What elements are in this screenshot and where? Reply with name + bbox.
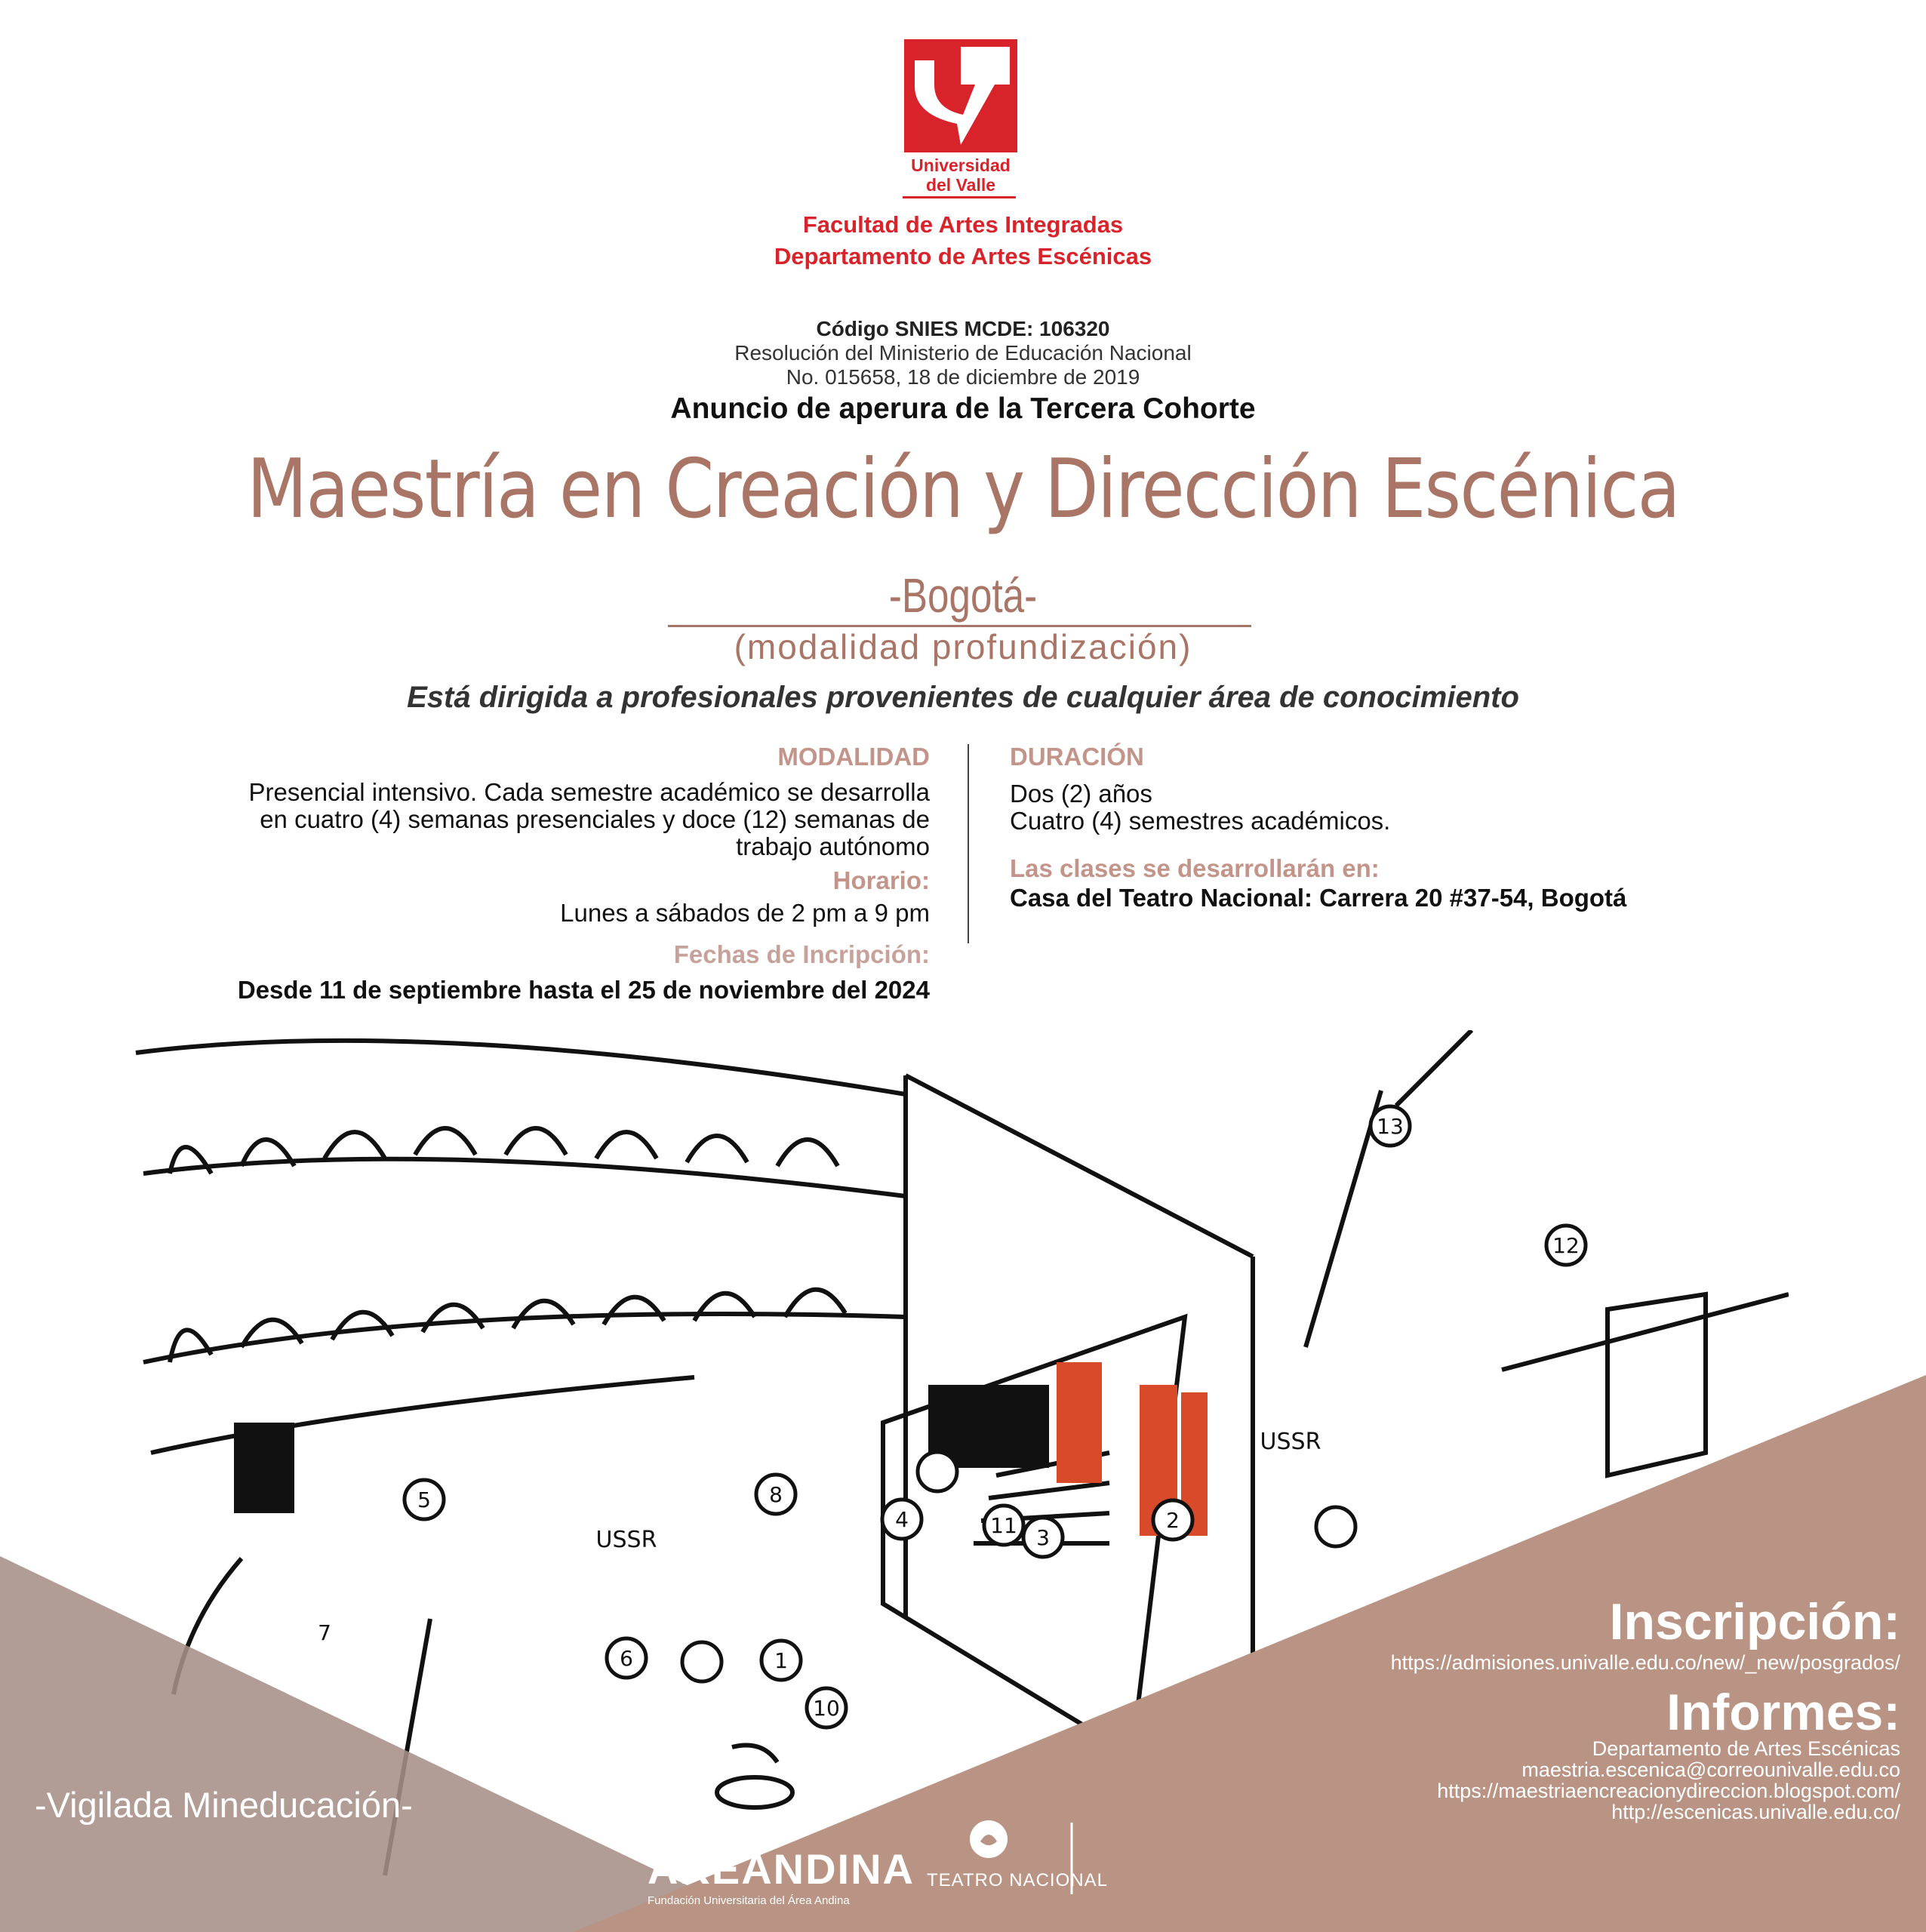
horario-value: Lunes a sábados de 2 pm a 9 pm [560,899,930,927]
faculty-line: Facultad de Artes Integradas [802,211,1124,238]
sketch-label-3: 3 [1036,1525,1050,1550]
areandina-subtitle: Fundación Universitaria del Área Andina [648,1894,850,1907]
sketch-label-12: 12 [1552,1233,1580,1258]
logo-line-2: del Valle [925,175,996,195]
sketch-label-5: 5 [417,1487,431,1512]
horario-label: Horario: [832,866,930,894]
areandina-logo: AREANDINA [648,1845,915,1893]
modalidad-line-3: trabajo autónomo [736,832,930,860]
sketch-label-1: 1 [774,1648,788,1673]
cohort-announcement: Anuncio de aperura de la Tercera Cohorte [670,392,1256,425]
lugar-label: Las clases se desarrollarán en: [1010,854,1380,882]
resolution-number: No. 015658, 18 de diciembre de 2019 [786,365,1140,389]
sketch-label-ussr-right: USSR [1260,1429,1321,1455]
sketch-label-8: 8 [769,1482,783,1507]
snies-code: Código SNIES MCDE: 106320 [816,317,1110,340]
inscripcion-url[interactable]: https://admisiones.univalle.edu.co/new/_new/posgrados/ [1390,1651,1900,1674]
sketch-label-10: 10 [813,1696,840,1721]
program-title: Maestría en Creación y Dirección Escénica [247,442,1679,537]
teatro-nacional-emblem-icon [968,1819,1009,1860]
vigilada-notice: -Vigilada Mineducación- [35,1785,413,1825]
logo-line-1: Universidad [911,155,1011,175]
audience-tagline: Está dirigida a profesionales provenientes de cualquier área de conocimiento [407,681,1519,714]
modalidad-label: MODALIDAD [777,743,930,771]
inscripcion-heading: Inscripción: [1609,1593,1900,1651]
program-modality: (modalidad profundización) [734,627,1192,666]
sketch-label-4: 4 [895,1507,909,1532]
sketch-label-13: 13 [1377,1114,1404,1139]
informes-web-url[interactable]: http://escenicas.univalle.edu.co/ [1611,1801,1900,1823]
teatro-nacional-logo: TEATRO NACIONAL [927,1870,1108,1890]
informes-department: Departamento de Artes Escénicas [1592,1737,1900,1760]
sketch-label-7: 7 [318,1620,331,1645]
duracion-label: DURACIÓN [1010,743,1144,771]
informes-heading: Informes: [1666,1684,1900,1741]
fechas-label: Fechas de Incripción: [673,940,930,968]
program-city: -Bogotá- [888,568,1038,623]
informes-blog-url[interactable]: https://maestriaencreacionydireccion.blogspot.com/ [1437,1780,1900,1802]
sketch-label-11: 11 [990,1513,1017,1538]
department-line: Departamento de Artes Escénicas [774,243,1152,269]
fechas-value: Desde 11 de septiembre hasta el 25 de noviembre del 2024 [237,976,930,1004]
sketch-label-2: 2 [1166,1508,1180,1533]
resolution-text: Resolución del Ministerio de Educación Nacional [734,341,1192,365]
modalidad-line-1: Presencial intensivo. Cada semestre académico se desarrolla [248,778,930,806]
sketch-label-6: 6 [620,1646,633,1671]
lugar-value: Casa del Teatro Nacional: Carrera 20 #37-54, Bogotá [1010,884,1627,912]
duracion-line-1: Dos (2) años [1010,780,1152,808]
informes-email[interactable]: maestria.escenica@correounivalle.edu.co [1521,1758,1900,1781]
modalidad-line-2: en cuatro (4) semanas presenciales y doce (12) semanas de [260,805,930,833]
sketch-label-ussr-left: USSR [595,1527,657,1553]
duracion-line-2: Cuatro (4) semestres académicos. [1010,807,1391,835]
